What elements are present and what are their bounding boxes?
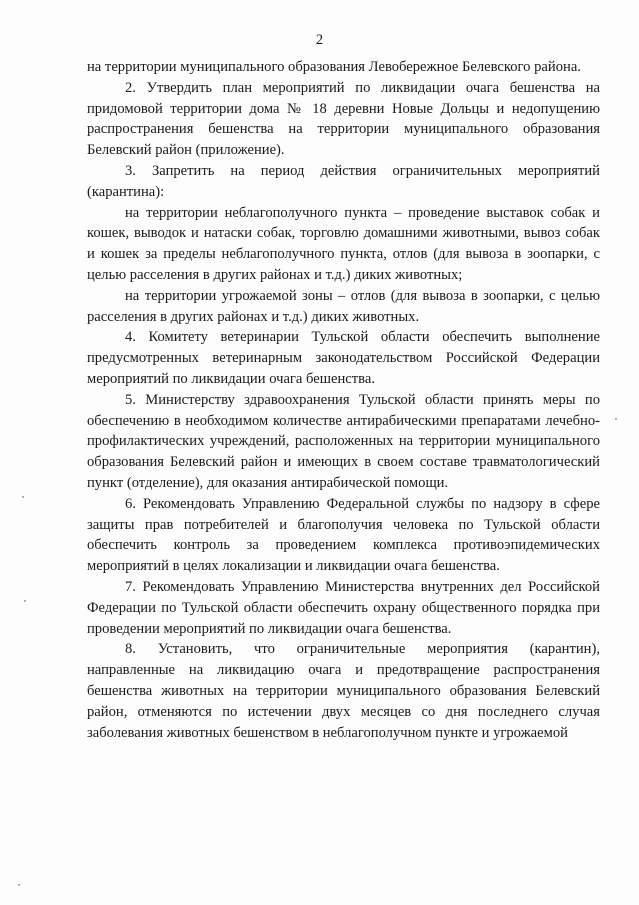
- scan-speck: [24, 600, 26, 602]
- paragraph-item-3: 3. Запретить на период действия ограничительных мероприятий (карантина):: [87, 162, 600, 200]
- paragraph-item-5: 5. Министерству здравоохранения Тульской области принять меры по обеспечению в необходимом количестве антирабическими препаратами лечебно-профилактических учреждений, расположенных на территории муниципального образования Белевский район и имеющих в своем составе травматологический пункт (отделение), для оказания антирабической помощи.: [87, 391, 600, 491]
- paragraph-item-8: 8. Установить, что ограничительные мероприятия (карантин), направленные на ликвидацию очага и предотвращение распространения бешенства животных на территории муниципального образования Белевский район, отменяются по истечении двух месяцев со дня последнего случая заболевания животных бешенством в неблагополучном пункте и угрожаемой: [87, 641, 600, 741]
- paragraph-item-4: 4. Комитету ветеринарии Тульской области обеспечить выполнение предусмотренных ветеринарным законодательством Российской Федерации мероприятий по ликвидации очага бешенства.: [87, 329, 600, 387]
- document-body: [87, 57, 600, 743]
- scan-speck: [18, 884, 20, 886]
- paragraph-item-7: 7. Рекомендовать Управлению Министерства внутренних дел Российской Федерации по Тульской области обеспечить охрану общественного порядка при проведении мероприятий по ликвидации очага бешенства.: [87, 578, 600, 637]
- paragraph-1-continuation: на территории муниципального образования Левобережное Белевского района.: [87, 59, 581, 75]
- scan-speck: [615, 418, 617, 420]
- paragraph-item-2: 2. Утвердить план мероприятий по ликвидации очага бешенства на придомовой территории дома № 18 деревни Новые Дольцы и недопущению распространения бешенства на территории муниципального образования Белевский район (приложение).: [87, 79, 600, 159]
- page-number: 2: [315, 32, 324, 48]
- paragraph-item-6: 6. Рекомендовать Управлению Федеральной службы по надзору в сфере защиты прав потребителей и благополучия человека по Тульской области обеспечить контроль за проведением комплекса противоэпидемических мероприятий в целях локализации и ликвидации очага бешенства.: [87, 495, 600, 575]
- paragraph-item-3-subitem-2: на территории угрожаемой зоны – отлов (для вывоза в зоопарки, с целью расселения в других районах и т.д.) диких животных.: [87, 287, 600, 325]
- paragraph-item-3-subitem-1: на территории неблагополучного пункта – проведение выставок собак и кошек, выводок и натаски собак, торговлю домашними животными, вывоз собак и кошек за пределы неблагополучного пункта, отлов (для вывоза в зоопарки, с целью расселения в других районах и т.д.) диких животных;: [87, 204, 600, 283]
- scan-speck: [22, 496, 24, 498]
